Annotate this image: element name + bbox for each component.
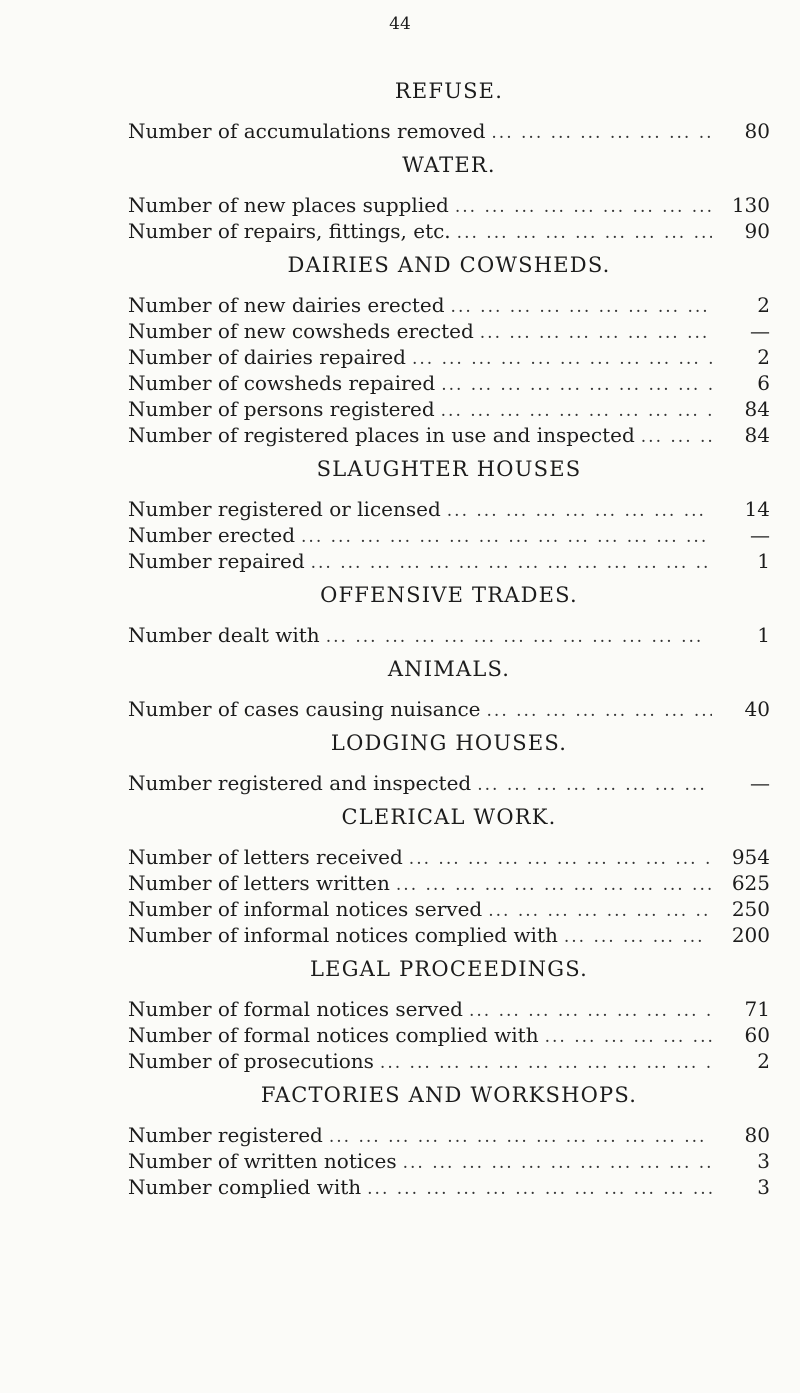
stat-label: Number registered — [128, 1123, 323, 1147]
section-heading: OFFENSIVE TRADES. — [320, 583, 578, 607]
stat-value: 130 — [731, 193, 770, 217]
stat-label: Number of written notices — [128, 1149, 397, 1173]
stat-label: Number of dairies repaired — [128, 345, 406, 369]
stat-row — [128, 870, 770, 896]
stat-row — [128, 192, 770, 218]
stat-label: Number of informal notices served — [128, 897, 483, 921]
stat-row — [128, 696, 770, 722]
stat-row — [128, 396, 770, 422]
dot-leader — [491, 120, 712, 146]
report-section — [128, 804, 770, 948]
dot-leader — [641, 424, 712, 450]
stat-row — [128, 1048, 770, 1074]
stat-row — [128, 1148, 770, 1174]
report-section — [128, 656, 770, 722]
report-section — [128, 252, 770, 448]
stat-value: 2 — [757, 345, 770, 369]
stat-label: Number of repairs, fittings, etc. — [128, 219, 451, 243]
stat-value: 2 — [757, 293, 770, 317]
stat-label: Number dealt with — [128, 623, 320, 647]
dot-leader — [480, 320, 712, 346]
dot-leader — [403, 1150, 712, 1176]
stat-row — [128, 548, 770, 574]
stat-row — [128, 1022, 770, 1048]
dot-leader — [441, 372, 712, 398]
dot-leader — [487, 698, 712, 724]
stat-label: Number of registered places in use and inspected — [128, 423, 635, 447]
report-section — [128, 730, 770, 796]
report-section — [128, 78, 770, 144]
stat-label: Number repaired — [128, 549, 305, 573]
page-number: 44 — [389, 14, 411, 34]
dot-leader — [545, 1024, 712, 1050]
dot-leader — [477, 772, 712, 798]
stat-row — [128, 292, 770, 318]
stat-row — [128, 770, 770, 796]
section-heading: SLAUGHTER HOUSES — [316, 457, 582, 481]
stat-row — [128, 622, 770, 648]
stat-value: 1 — [757, 549, 770, 573]
stat-value: 2 — [757, 1049, 770, 1073]
dot-leader — [457, 220, 712, 246]
stat-value: 954 — [731, 845, 770, 869]
stat-label: Number of letters received — [128, 845, 403, 869]
stat-row — [128, 496, 770, 522]
stat-label: Number registered or licensed — [128, 497, 441, 521]
stat-value: 80 — [744, 1123, 770, 1147]
stat-row — [128, 344, 770, 370]
section-heading: REFUSE. — [394, 79, 504, 103]
stat-label: Number of persons registered — [128, 397, 435, 421]
stat-label: Number complied with — [128, 1175, 362, 1199]
stat-row — [128, 118, 770, 144]
report-section — [128, 956, 770, 1074]
stat-label: Number of formal notices complied with — [128, 1023, 539, 1047]
stat-value: 3 — [757, 1149, 770, 1173]
dot-leader — [409, 846, 712, 872]
stat-row — [128, 922, 770, 948]
section-heading: CLERICAL WORK. — [341, 805, 557, 829]
section-heading: DAIRIES AND COWSHEDS. — [287, 253, 611, 277]
stat-label: Number of informal notices complied with — [128, 923, 558, 947]
stat-row — [128, 844, 770, 870]
report-section — [128, 1082, 770, 1200]
stat-label: Number of prosecutions — [128, 1049, 374, 1073]
dot-leader — [564, 924, 712, 950]
stat-value: — — [750, 319, 770, 343]
section-heading: LEGAL PROCEEDINGS. — [310, 957, 588, 981]
stat-value: 625 — [731, 871, 770, 895]
stat-row — [128, 422, 770, 448]
dot-leader — [441, 398, 712, 424]
stat-label: Number of accumulations removed — [128, 119, 486, 143]
stat-label: Number registered and inspected — [128, 771, 472, 795]
stat-label: Number of cases causing nuisance — [128, 697, 481, 721]
report-section — [128, 456, 770, 574]
dot-leader — [412, 346, 712, 372]
dot-leader — [329, 1124, 712, 1150]
stat-value: 250 — [731, 897, 770, 921]
section-heading: LODGING HOUSES. — [330, 731, 568, 755]
stat-value: 3 — [757, 1175, 770, 1199]
stat-row — [128, 1122, 770, 1148]
stat-label: Number of letters written — [128, 871, 390, 895]
dot-leader — [367, 1176, 712, 1202]
stat-label: Number of new cowsheds erected — [128, 319, 474, 343]
dot-leader — [380, 1050, 712, 1076]
stat-row — [128, 1174, 770, 1200]
stat-value: — — [750, 771, 770, 795]
stat-label: Number of formal notices served — [128, 997, 463, 1021]
stat-value: — — [750, 523, 770, 547]
dot-leader — [326, 624, 712, 650]
stat-value: 84 — [744, 423, 770, 447]
stat-value: 60 — [744, 1023, 770, 1047]
section-heading: WATER. — [402, 153, 496, 177]
report-content — [128, 78, 770, 1208]
stat-value: 14 — [744, 497, 770, 521]
stat-label: Number of cowsheds repaired — [128, 371, 436, 395]
stat-label: Number erected — [128, 523, 296, 547]
report-section — [128, 152, 770, 244]
stat-value: 90 — [744, 219, 770, 243]
dot-leader — [469, 998, 712, 1024]
section-heading: FACTORIES AND WORKSHOPS. — [260, 1083, 638, 1107]
stat-value: 1 — [757, 623, 770, 647]
dot-leader — [311, 550, 712, 576]
stat-value: 84 — [744, 397, 770, 421]
stat-row — [128, 996, 770, 1022]
stat-row — [128, 218, 770, 244]
dot-leader — [396, 872, 712, 898]
stat-row — [128, 318, 770, 344]
section-heading: ANIMALS. — [387, 657, 511, 681]
report-section — [128, 582, 770, 648]
dot-leader — [447, 498, 712, 524]
stat-value: 40 — [744, 697, 770, 721]
dot-leader — [451, 294, 712, 320]
stat-row — [128, 896, 770, 922]
stat-row — [128, 370, 770, 396]
dot-leader — [455, 194, 712, 220]
stat-label: Number of new places supplied — [128, 193, 449, 217]
stat-value: 6 — [757, 371, 770, 395]
stat-label: Number of new dairies erected — [128, 293, 445, 317]
stat-value: 71 — [744, 997, 770, 1021]
stat-value: 80 — [744, 119, 770, 143]
dot-leader — [488, 898, 712, 924]
stat-row — [128, 522, 770, 548]
stat-value: 200 — [731, 923, 770, 947]
dot-leader — [301, 524, 712, 550]
